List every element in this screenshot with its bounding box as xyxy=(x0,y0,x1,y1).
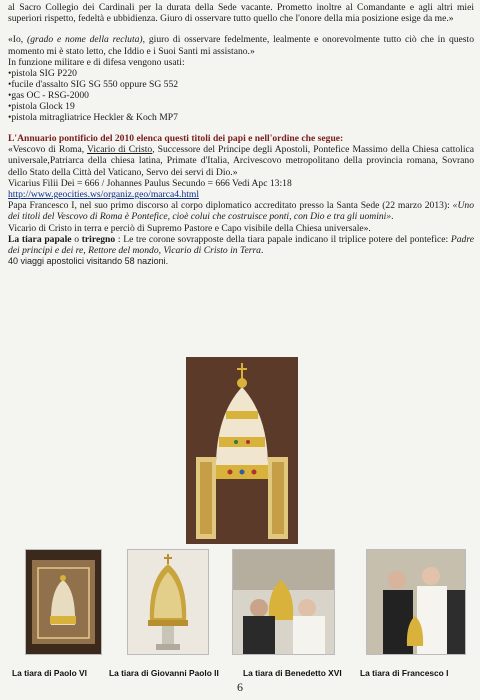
tiara-mid: o xyxy=(71,233,82,245)
oath-rest: , giuro di osservare fedelmente, lealmente e onorevolmente tutto ciò che in questo momento mi è stato letto, che Iddio e i Suoi Santi mi assistano.» xyxy=(8,34,475,57)
weapons-heading: In funzione militare e di difesa vengono usati: xyxy=(8,56,185,68)
geocities-link[interactable]: http://www.geocities.ws/organiz.geo/marca4.html xyxy=(8,189,200,201)
caption-giovanni-paolo-ii: La tiara di Giovanni Paolo II xyxy=(109,668,219,678)
document-page xyxy=(8,2,474,267)
francesco-quote: «Uno dei titoli del Vescovo di Roma è Pontefice, cioè colui che costruisce ponti, con Dio e tra gli uomini» xyxy=(8,200,474,223)
oath-paragraph xyxy=(8,34,474,56)
tiara-giovanni-paolo-ii-photo xyxy=(127,549,209,655)
francesco-plain: Papa Francesco I, nel suo primo discorso al corpo diplomatico accreditato presso la Santa Sede (22 marzo 2013): xyxy=(8,200,453,212)
tiara-term: La tiara papale xyxy=(8,233,72,245)
weapon-item: •gas OC - RSG-2000 xyxy=(8,90,89,102)
caption-paolo-vi: La tiara di Paolo VI xyxy=(12,668,87,678)
tiara-italic: Padre dei principi e dei re, Rettore del mondo, Vicario di Cristo in Terra xyxy=(8,233,474,257)
oath-open: «Io, xyxy=(8,34,28,46)
photo-captions xyxy=(8,668,474,680)
tiara-main-photo xyxy=(186,357,298,544)
titles-underlined: Vicario di Cristo xyxy=(87,144,153,156)
francesco-end: . xyxy=(391,211,394,223)
page-number: 6 xyxy=(237,680,243,694)
vicario-line: Vicario di Cristo in terra e perciò di Supremo Pastore e Capo visibile della Chiesa universale». xyxy=(8,222,371,234)
tiara-francesco-i-photo xyxy=(366,549,466,655)
triregno-term: triregno xyxy=(81,233,116,245)
intro-paragraph: al Sacro Collegio dei Cardinali per la durata della Sede vacante. Prometto inoltre al Comandante e agli altri miei superiori rispetto, fedeltà e ubbidienza. Giuro di osservare tutto quello che l'onore della mia posizione esige da me.» xyxy=(8,2,474,25)
titles-paragraph xyxy=(8,144,474,178)
weapon-item: •pistola mitragliatrice Heckler & Koch MP7 xyxy=(8,112,178,124)
titles-part: , Successore del Principe degli Apostoli, Pontefice Massimo della Chiesa cattolica universale,Patriarca della chiesa latina, Primate d'Italia, Arcivescovo metropolitano della provincia romana, Sovrano dello Stato della Città del Vaticano, Servo dei servi di Dio.» xyxy=(8,144,475,178)
tiara-paolo-vi-photo xyxy=(25,549,102,655)
caption-benedetto-xvi: La tiara di Benedetto XVI xyxy=(243,668,342,678)
weapon-item: •pistola Glock 19 xyxy=(8,101,75,113)
francesco-paragraph xyxy=(8,200,474,222)
weapons-list xyxy=(8,68,474,123)
viaggi-line: 40 viaggi apostolici visitando 58 nazioni. xyxy=(8,256,169,267)
equation-line: Vicarius Filii Dei = 666 / Johannes Paulus Secundo = 666 Vedi Apc 13:18 xyxy=(8,177,292,189)
annuario-heading: L'Annuario pontificio del 2010 elenca questi titoli dei papi e nell'ordine che segue: xyxy=(8,133,344,145)
caption-francesco-i: La tiara di Francesco I xyxy=(360,668,449,678)
weapon-item: •fucile d'assalto SIG SG 550 oppure SG 552 xyxy=(8,79,179,91)
tiara-paragraph xyxy=(8,234,474,256)
titles-part: «Vescovo di Roma, xyxy=(8,144,88,156)
tiara-benedetto-xvi-photo xyxy=(232,549,335,655)
weapon-item: •pistola SIG P220 xyxy=(8,68,77,80)
oath-italic: (grado e nome della recluta) xyxy=(27,34,143,46)
tiara-end: . xyxy=(260,245,264,257)
tiara-desc: : Le tre corone sovrapposte della tiara papale indicano il triplice potere del pontefice: xyxy=(115,233,451,245)
